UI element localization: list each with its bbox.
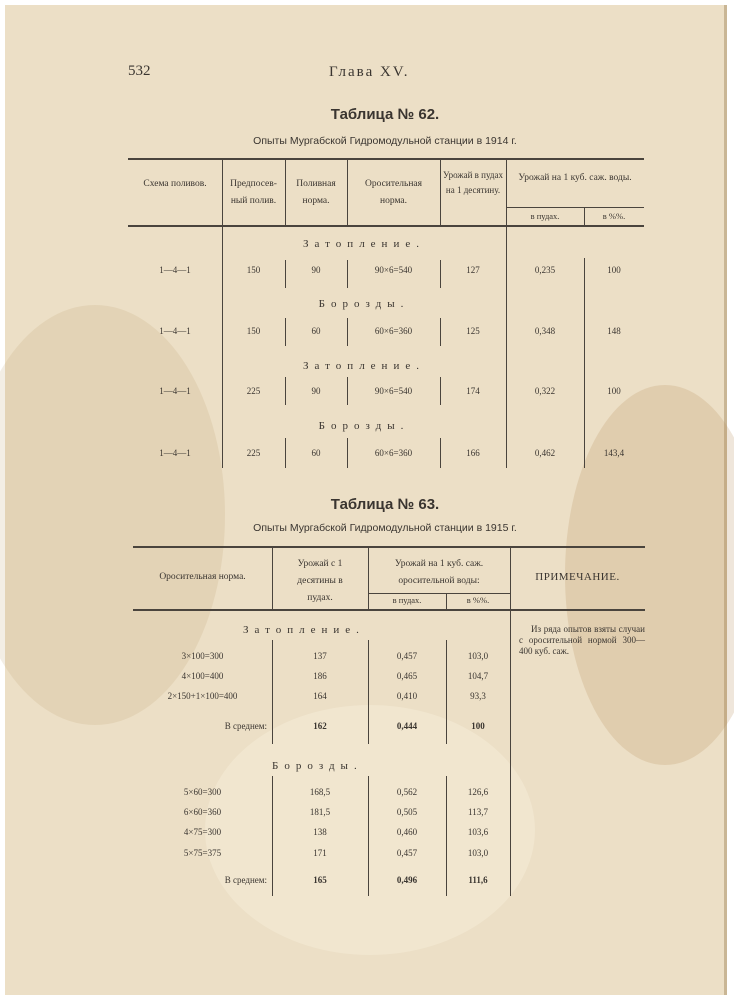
col-header-presow: Предпосев-ный полив. [230,179,277,206]
cell-in-poods: 0,457 [396,848,418,858]
cell-scheme: 1—4—1 [159,326,191,336]
cell-water-norm: 60 [311,448,321,458]
column-rule [506,226,507,468]
cell-norm: 5×60=300 [183,787,222,797]
cell-in-pct: 104,7 [467,671,489,681]
table-62-title: Таблица № 62. [330,106,440,123]
cell-scheme: 1—4—1 [159,265,191,275]
cell-in-pct: 126,6 [467,787,489,797]
cell-yield: 181,5 [309,807,331,817]
cell-in-poods: 0,562 [396,787,418,797]
col-header-in-poods: в пудах. [392,595,422,605]
table-62-subtitle: Опыты Мургабской Гидромодульной станции в 1914 г. [253,135,517,147]
cell-yield: 137 [313,651,327,661]
cell-presow: 225 [246,386,261,396]
cell-water-norm: 60 [311,326,321,336]
average-yield: 165 [313,875,327,885]
page-number: 532 [128,63,151,79]
col-header-in-poods: в пудах. [530,211,560,221]
cell-in-poods: 0,410 [396,691,418,701]
table-rule [128,225,644,227]
paper-stain [0,305,225,725]
cell-in-pct: 103,6 [467,827,489,837]
group-label: Затопление. [303,238,425,250]
cell-yield: 171 [313,848,327,858]
column-rule [510,610,511,896]
col-header-in-pct: в %%. [602,211,626,221]
col-header-irrigation-norm: Оросительная норма. [364,179,422,206]
cell-in-pct: 143,4 [603,448,625,458]
table-63-subtitle: Опыты Мургабской Гидромодульной станции в 1915 г. [253,522,517,534]
col-header-note: ПРИМЕЧАНИЕ. [535,571,620,583]
table-rule [133,546,645,548]
cell-in-pct: 103,0 [467,651,489,661]
col-header-yield-per: Урожай на 1 куб. саж. воды. [518,173,632,183]
cell-irrigation-norm: 60×6=360 [374,326,413,336]
cell-in-poods: 0,505 [396,807,418,817]
cell-scheme: 1—4—1 [159,448,191,458]
cell-norm: 5×75=375 [183,848,222,858]
average-in-poods: 0,496 [396,875,418,885]
cell-in-pct: 113,7 [468,807,488,817]
cell-yield: 138 [313,827,327,837]
cell-in-poods: 0,465 [396,671,418,681]
cell-water-norm: 90 [311,386,321,396]
col-header-scheme: Схема поливов. [143,179,207,189]
average-in-pct: 100 [471,721,485,731]
group-label: Борозды. [318,420,410,432]
cell-scheme: 1—4—1 [159,386,191,396]
average-yield: 162 [313,721,327,731]
group-label: Затопление. [303,360,425,372]
cell-in-poods: 0,322 [534,386,556,396]
col-header-yield: Урожай с 1 десятины в пудах. [297,559,343,603]
column-rule [584,258,585,468]
cell-yield: 125 [466,326,480,336]
col-header-yield-per: Урожай на 1 куб. саж. оросительной воды: [394,559,484,586]
cell-water-norm: 90 [311,265,321,275]
cell-irrigation-norm: 90×6=540 [374,265,413,275]
col-header-irrigation-norm: Оросительная норма. [159,572,246,582]
group-label: Борозды. [318,298,410,310]
chapter-title: Глава XV. [329,64,410,80]
cell-yield: 174 [466,386,480,396]
group-label: Борозды. [272,760,363,772]
table-rule [133,609,645,611]
col-header-yield: Урожай в пудах на 1 десятину. [443,170,503,195]
cell-in-pct: 93,3 [470,691,486,701]
cell-in-poods: 0,462 [534,448,556,458]
cell-in-pct: 148 [607,326,621,336]
cell-in-pct: 100 [607,386,621,396]
group-label: Затопление. [243,624,365,636]
cell-norm: 2×150+1×100=400 [167,691,238,701]
cell-in-pct: 100 [607,265,621,275]
average-in-pct: 111,6 [468,875,488,885]
cell-in-poods: 0,348 [534,326,556,336]
table-note: Из ряда опытов взяты случаи с оросительной нормой 300—400 куб. саж. [519,624,645,656]
cell-yield: 164 [313,691,327,701]
cell-yield: 127 [466,265,480,275]
cell-norm: 4×100=400 [181,671,224,681]
cell-presow: 150 [246,326,261,336]
cell-in-pct: 103,0 [467,848,489,858]
col-header-in-pct: в %%. [466,595,490,605]
cell-irrigation-norm: 90×6=540 [374,386,413,396]
col-header-water-norm: Поливная норма. [296,179,336,206]
cell-norm: 4×75=300 [183,827,222,837]
cell-norm: 3×100=300 [181,651,224,661]
cell-yield: 166 [466,448,480,458]
cell-irrigation-norm: 60×6=360 [374,448,413,458]
cell-yield: 186 [313,671,327,681]
cell-in-poods: 0,457 [396,651,418,661]
cell-presow: 225 [246,448,261,458]
cell-yield: 168,5 [309,787,331,797]
cell-in-poods: 0,460 [396,827,418,837]
cell-presow: 150 [246,265,261,275]
average-label: В среднем: [224,721,267,731]
cell-in-poods: 0,235 [534,265,556,275]
cell-norm: 6×60=360 [183,807,222,817]
average-label: В среднем: [224,875,267,885]
table-63-title: Таблица № 63. [330,496,440,513]
average-in-poods: 0,444 [396,721,418,731]
table-rule [128,158,644,160]
